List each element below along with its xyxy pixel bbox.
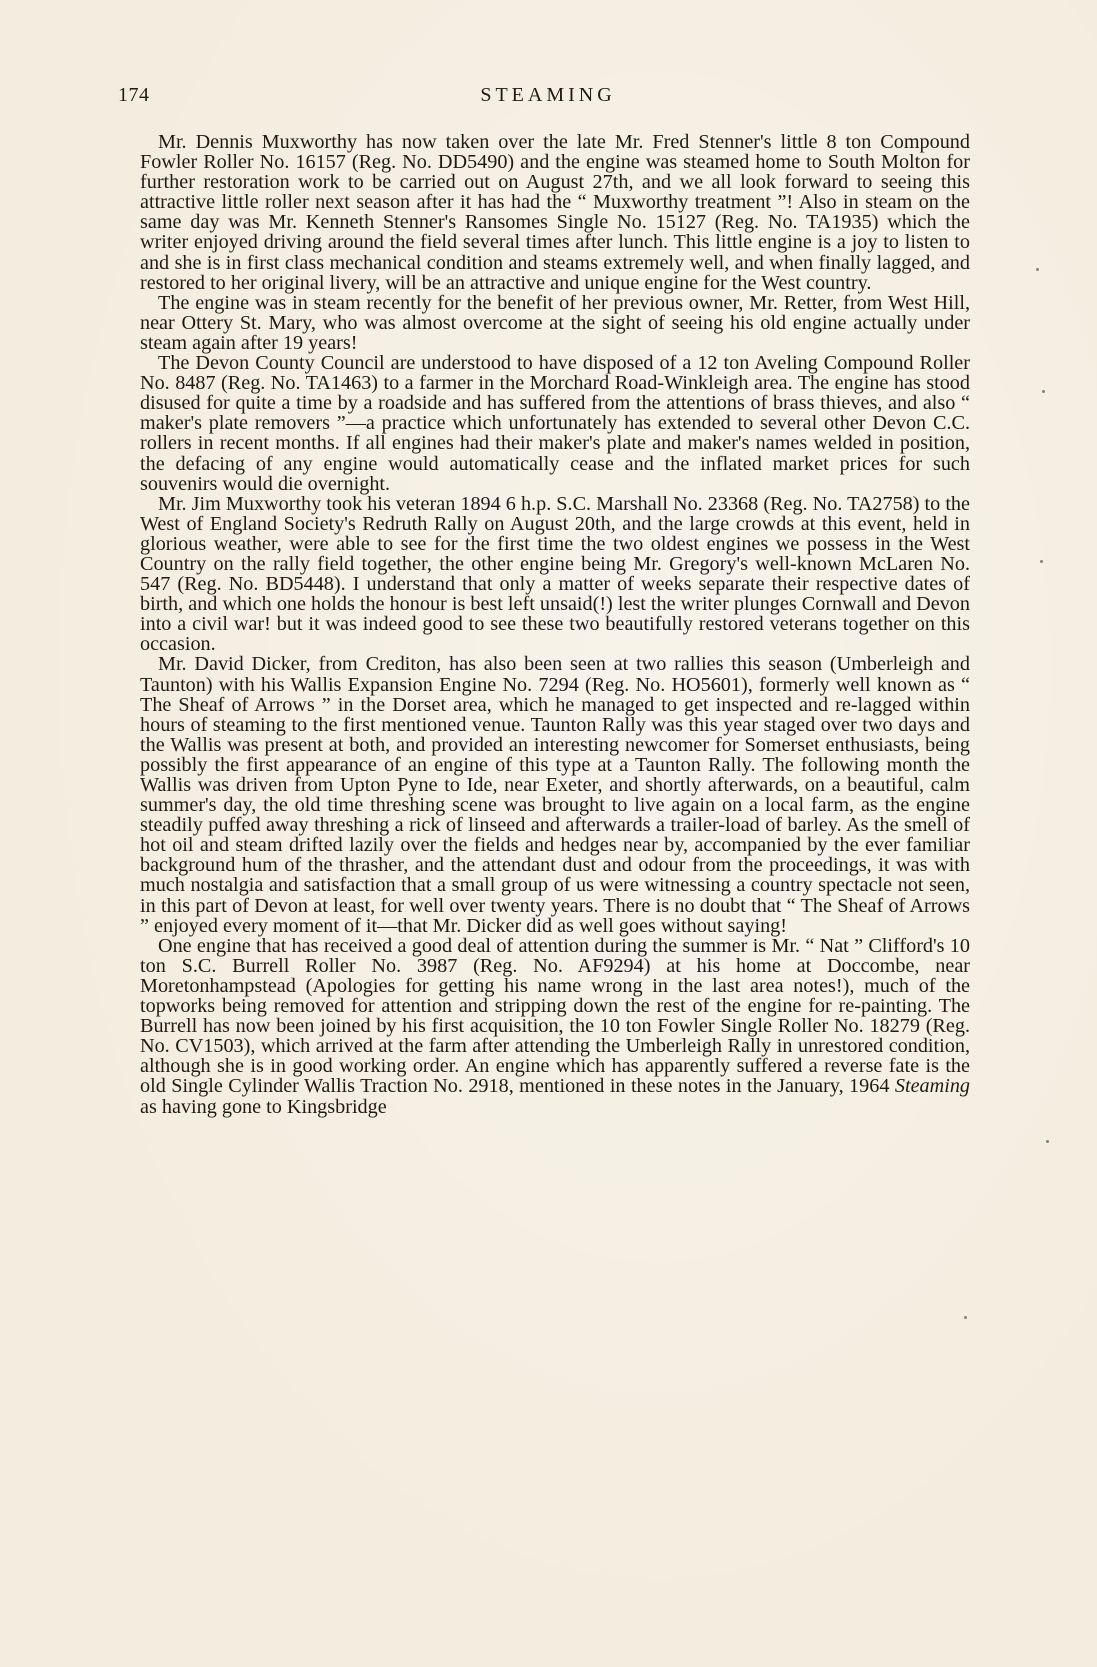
- scan-speck: [1042, 390, 1045, 393]
- paragraph-aveling-roller: The Devon County Council are understood to have disposed of a 12 ton Aveling Compound Roller No. 8487 (Reg. No. TA1463) to a farmer in the Morchard Road-Winkleigh area. The engine has stood disused for quite a time by a roadside and has suffered from the attentions of brass thieves, and also “ maker's plate removers ”—a practice which unfortunately has extended to several other Devon C.C. rollers in recent months. If all engines had their maker's plate and maker's names welded in position, the defacing of any engine would automatically cease and the inflated market prices for such souvenirs would die overnight.: [140, 352, 970, 495]
- paragraph-marshall-redruth: Mr. Jim Muxworthy took his veteran 1894 6 h.p. S.C. Marshall No. 23368 (Reg. No. TA2758) to the West of England Society's Redruth Rally on August 20th, and the large crowds at this event, held in glorious weather, were able to see for the first time the two oldest engines we possess in the West Country on the rally field together, the other engine being Mr. Gregory's well-known McLaren No. 547 (Reg. No. BD5448). I understand that only a matter of weeks separate their respective dates of birth, and which one holds the honour is best left unsaid(!) lest the writer plunges Cornwall and Devon into a civil war! but it was indeed good to see these two beautifully restored veterans together on this occasion.: [140, 492, 970, 656]
- paragraph-clifford-burrell: [140, 936, 970, 1117]
- paragraph-wallis-dicker: Mr. David Dicker, from Crediton, has also been seen at two rallies this season (Umberleigh and Taunton) with his Wallis Expansion Engine No. 7294 (Reg. No. HO5601), formerly well known as “ The Sheaf of Arrows ” in the Dorset area, which he managed to get inspected and re-lagged within hours of steaming to the first mentioned venue. Taunton Rally was this year staged over two days and the Wallis was present at both, and provided an interesting newcomer for Somerset enthusiasts, being possibly the first appearance of an engine of this type at a Taunton Rally. The following month the Wallis was driven from Upton Pyne to Ide, near Exeter, and shortly afterwards, on a beautiful, calm summer's day, the old time threshing scene was brought to live again on a local farm, as the engine steadily puffed away threshing a rick of linseed and afterwards a trailer-load of barley. As the smell of hot oil and steam drifted lazily over the fields and hedges near by, accompanied by the ever familiar background hum of the thrasher, and the attendant dust and odour from the proceedings, it was with much nostalgia and satisfaction that a small group of us were witnessing a country spectacle not seen, in this part of Devon at least, for well over twenty years. There is no doubt that “ The Sheaf of Arrows ” enjoyed every moment of it—that Mr. Dicker did as well goes without saying!: [140, 653, 970, 937]
- page-header: [118, 84, 978, 114]
- paragraph-trailing-text: as having gone to Kingsbridge: [140, 1095, 387, 1118]
- scan-speck: [1040, 560, 1043, 563]
- scan-speck: [1036, 268, 1039, 271]
- paragraph-clifford-burrell-text: One engine that has received a good deal of attention during the summer is Mr. “ Nat ” Clifford's 10 ton S.C. Burrell Roller No. 3987 (Reg. No. AF9294) at his home at Doccombe, near Moretonhampstead (Apologies for getting his name wrong in the last area notes!), much of the topworks being removed for attention and stripping down the rest of the engine for re-painting. The Burrell has now been joined by his first acquisition, the 10 ton Fowler Single Roller No. 18279 (Reg. No. CV1503), which arrived at the farm after attending the Umberleigh Rally in unrestored condition, although she is in good working order. An engine which has apparently suffered a reverse fate is the old Single Cylinder Wallis Traction No. 2918, mentioned in these notes in the January, 1964: [140, 934, 970, 1098]
- paragraph-stenner-roller: Mr. Dennis Muxworthy has now taken over the late Mr. Fred Stenner's little 8 ton Compound Fowler Roller No. 16157 (Reg. No. DD5490) and the engine was steamed home to South Molton for further restoration work to be carried out on August 27th, and we all look forward to seeing this attractive little roller next season after it has had the “ Muxworthy treatment ”! Also in steam on the same day was Mr. Kenneth Stenner's Ransomes Single No. 15127 (Reg. No. TA1935) which the writer enjoyed driving around the field several times after lunch. This little engine is a joy to listen to and she is in first class mechanical condition and steams extremely well, and when finally lagged, and restored to her original livery, will be an attractive and unique engine for the West country.: [140, 131, 970, 294]
- magazine-title-italic: Steaming: [894, 1075, 971, 1098]
- paragraph-retter-visit: The engine was in steam recently for the benefit of her previous owner, Mr. Retter, from West Hill, near Ottery St. Mary, who was almost overcome at the sight of seeing his old engine actually under steam again after 19 years!: [140, 291, 970, 354]
- page-number: 174: [118, 84, 150, 106]
- scan-speck: [964, 1316, 967, 1319]
- running-title: STEAMING: [480, 84, 616, 106]
- article-body: [140, 132, 970, 1117]
- scan-speck: [1046, 1140, 1049, 1143]
